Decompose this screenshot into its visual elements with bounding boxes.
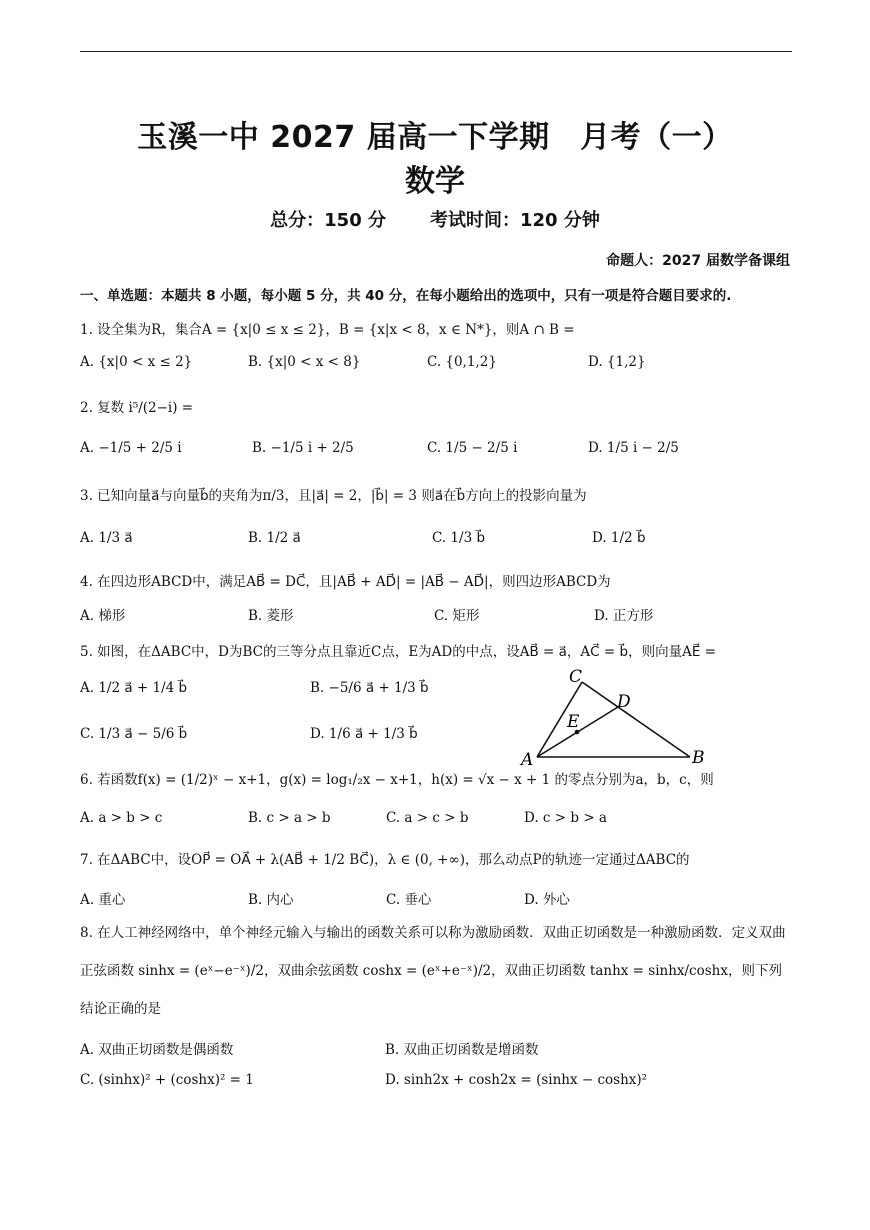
q1-option-b: B. {x|0 < x < 8} [248,354,361,370]
exam-author: 命题人：2027 届数学备课组 [606,253,790,269]
label-e: E [567,712,580,732]
q6-option-a: A. a > b > c [80,810,163,826]
question-4: 4. 在四边形ABCD中，满足AB⃗ = DC⃗，且|AB⃗ + AD⃗| = |AB⃗ − AD⃗|，则四边形ABCD为 [80,574,611,590]
question-5: 5. 如图，在ΔABC中，D为BC的三等分点且靠近C点，E为AD的中点，设AB⃗ = a⃗，AC⃗ = b⃗，则向量AE⃗ = [80,644,716,660]
exam-time: 考试时间：120 分钟 [430,210,600,231]
q8-option-b: B. 双曲正切函数是增函数 [385,1042,539,1058]
top-rule [80,51,792,52]
exam-title: 玉溪一中 2027 届高一下学期 月考（一） [137,120,733,155]
q2-option-d: D. 1/5 i − 2/5 [588,440,679,456]
q7-option-c: C. 垂心 [386,892,432,908]
q8-option-c: C. (sinhx)² + (coshx)² = 1 [80,1072,254,1088]
question-2: 2. 复数 i⁵/(2−i) = [80,400,194,416]
question-8: 8. 在人工神经网络中，单个神经元输入与输出的函数关系可以称为激励函数．双曲正切函数是一种激励函数．定义双曲正弦函数 sinhx = (eˣ−e⁻ˣ)/2，双曲余弦函数 coshx = (eˣ+e⁻ˣ)/2，双曲正切函数 tanhx = sinhx/coshx，则下列结论正确的是 [80,925,786,1017]
section-heading: 一、单选题：本题共 8 小题，每小题 5 分，共 40 分，在每小题给出的选项中，只有一项是符合题目要求的. [80,288,732,304]
q6-option-d: D. c > b > a [524,810,607,826]
q3-option-a: A. 1/3 a⃗ [80,530,133,546]
q2-option-c: C. 1/5 − 2/5 i [427,440,518,456]
question-1: 1. 设全集为R，集合A = {x|0 ≤ x ≤ 2}，B = {x|x < 8，x ∈ N*}，则A ∩ B = [80,322,575,338]
question-7: 7. 在ΔABC中，设OP⃗ = OA⃗ + λ(AB⃗ + 1/2 BC⃗)，λ ∈ (0, +∞)，那么动点P的轨迹一定通过ΔABC的 [80,852,690,868]
q8-option-a: A. 双曲正切函数是偶函数 [80,1042,234,1058]
triangle-figure [515,665,715,770]
q4-option-a: A. 梯形 [80,608,126,624]
q1-option-c: C. {0,1,2} [427,354,497,370]
q4-option-b: B. 菱形 [248,608,294,624]
q6-option-b: B. c > a > b [248,810,331,826]
exam-meta [0,206,870,232]
q2-option-b: B. −1/5 i + 2/5 [252,440,354,456]
q5-option-a: A. 1/2 a⃗ + 1/4 b⃗ [80,680,188,696]
q1-option-d: D. {1,2} [588,354,646,370]
label-c: C [569,667,583,687]
q8-option-d: D. sinh2x + cosh2x = (sinhx − coshx)² [385,1072,648,1088]
label-b: B [692,748,705,768]
q7-option-a: A. 重心 [80,892,126,908]
q7-option-d: D. 外心 [524,892,570,908]
q3-option-d: D. 1/2 b⃗ [592,530,646,546]
question-6: 6. 若函数f(x) = (1/2)ˣ − x+1，g(x) = log₁/₂x − x+1，h(x) = √x − x + 1 的零点分别为a，b，c，则 [80,772,714,788]
label-d: D [617,692,631,712]
label-a: A [521,750,534,770]
q5-option-b: B. −5/6 a⃗ + 1/3 b⃗ [310,680,429,696]
total-score: 总分：150 分 [270,210,386,231]
q4-option-d: D. 正方形 [594,608,654,624]
q3-option-c: C. 1/3 b⃗ [432,530,486,546]
q2-option-a: A. −1/5 + 2/5 i [80,440,182,456]
q5-option-c: C. 1/3 a⃗ − 5/6 b⃗ [80,726,188,742]
q3-option-b: B. 1/2 a⃗ [248,530,301,546]
q1-option-a: A. {x|0 < x ≤ 2} [80,354,193,370]
q5-option-d: D. 1/6 a⃗ + 1/3 b⃗ [310,726,418,742]
q4-option-c: C. 矩形 [434,608,480,624]
question-3: 3. 已知向量a⃗与向量b⃗的夹角为π/3，且|a⃗| = 2，|b⃗| = 3 则a⃗在b⃗方向上的投影向量为 [80,488,587,504]
q6-option-c: C. a > c > b [386,810,469,826]
exam-subject: 数学 [405,164,465,199]
q7-option-b: B. 内心 [248,892,294,908]
